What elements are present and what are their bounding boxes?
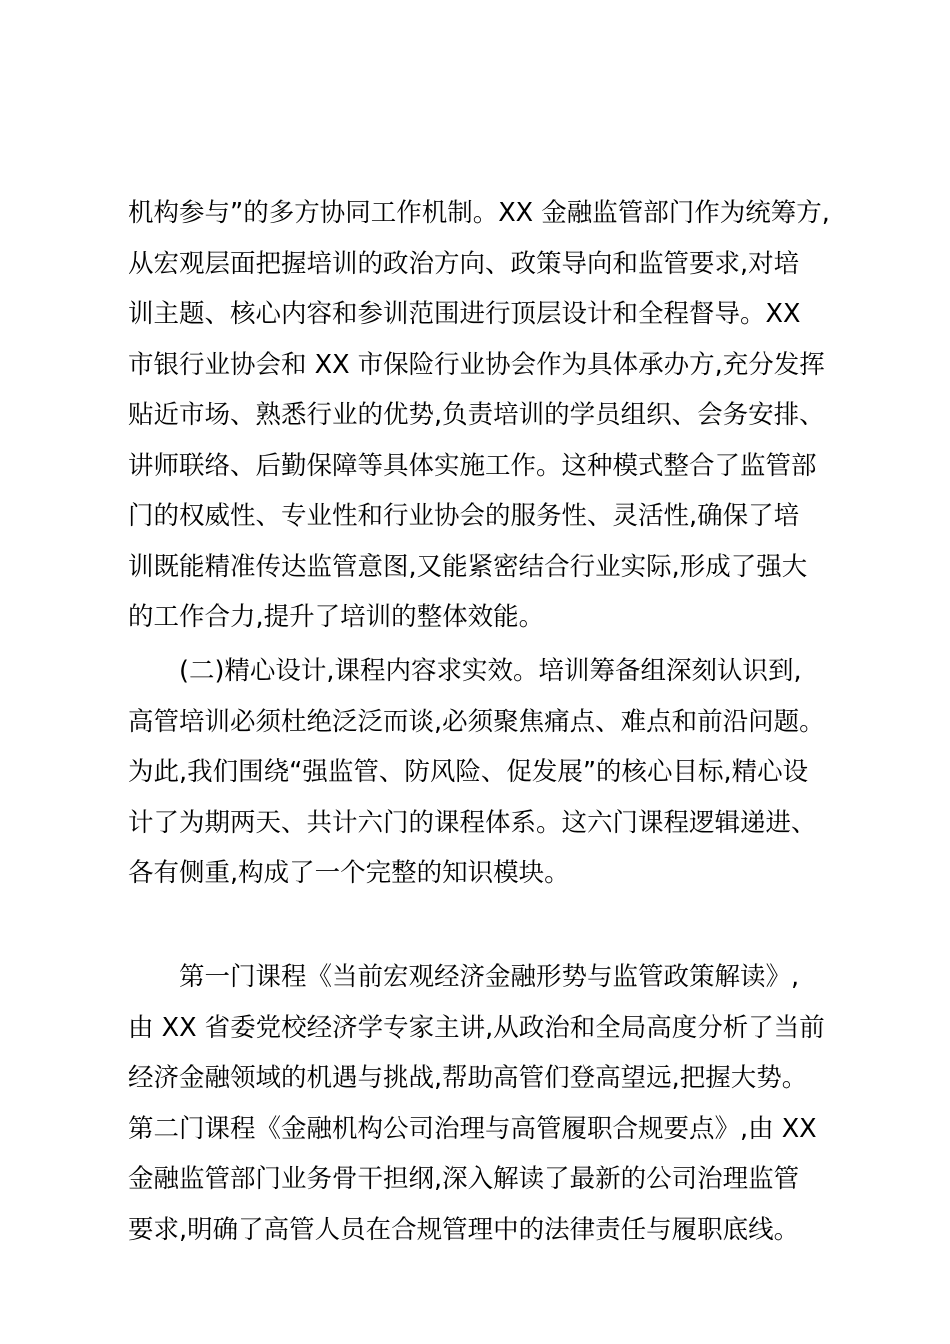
paragraph-course-design [128,646,828,899]
text-line: 市银行业协会和 XX 市保险行业协会作为具体承办方,充分发挥 [128,349,825,380]
text-line: 贴近市场、熟悉行业的优势,负责培训的学员组织、会务安排、 [128,400,825,430]
text-line: 高管培训必须杜绝泛泛而谈,必须聚焦痛点、难点和前沿问题。 [128,706,825,737]
text-line: 计了为期两天、共计六门的课程体系。这六门课程逻辑递进、 [128,807,817,838]
paragraph-course-list [128,952,828,1255]
text-line: 第一门课程《当前宏观经济金融形势与监管政策解读》, [179,962,800,992]
text-line: 的工作合力,提升了培训的整体效能。 [128,602,545,632]
text-line: 讲师联络、后勤保障等具体实施工作。这种模式整合了监管部 [128,450,817,481]
text-line: 训既能精准传达监管意图,又能紧密结合行业实际,形成了强大 [128,551,808,582]
text-line: 要求,明确了高管人员在合规管理中的法律责任与履职底线。 [128,1214,800,1245]
text-line: 由 XX 省委党校经济学专家主讲,从政治和全局高度分析了当前 [128,1012,825,1043]
text-line: 为此,我们围绕“强监管、防风险、促发展”的核心目标,精心设 [128,757,809,787]
paragraph-cooperation-mechanism [128,188,828,643]
text-line: 门的权威性、专业性和行业协会的服务性、灵活性,确保了培 [128,501,800,531]
text-line: 机构参与”的多方协同工作机制。XX 金融监管部门作为统筹方, [128,198,830,228]
text-line: 第二门课程《金融机构公司治理与高管履职合规要点》,由 XX [128,1113,817,1144]
text-line: (二)精心设计,课程内容求实效。培训筹备组深刻认识到, [179,656,802,686]
text-line: 从宏观层面把握培训的政治方向、政策导向和监管要求,对培 [128,248,800,279]
text-line: 经济金融领域的机遇与挑战,帮助高管们登高望远,把握大势。 [128,1063,808,1093]
text-line: 金融监管部门业务骨干担纲,深入解读了最新的公司治理监管 [128,1164,800,1194]
text-line: 各有侧重,构成了一个完整的知识模块。 [128,858,570,888]
text-line: 训主题、核心内容和参训范围进行顶层设计和全程督导。XX [128,299,801,329]
